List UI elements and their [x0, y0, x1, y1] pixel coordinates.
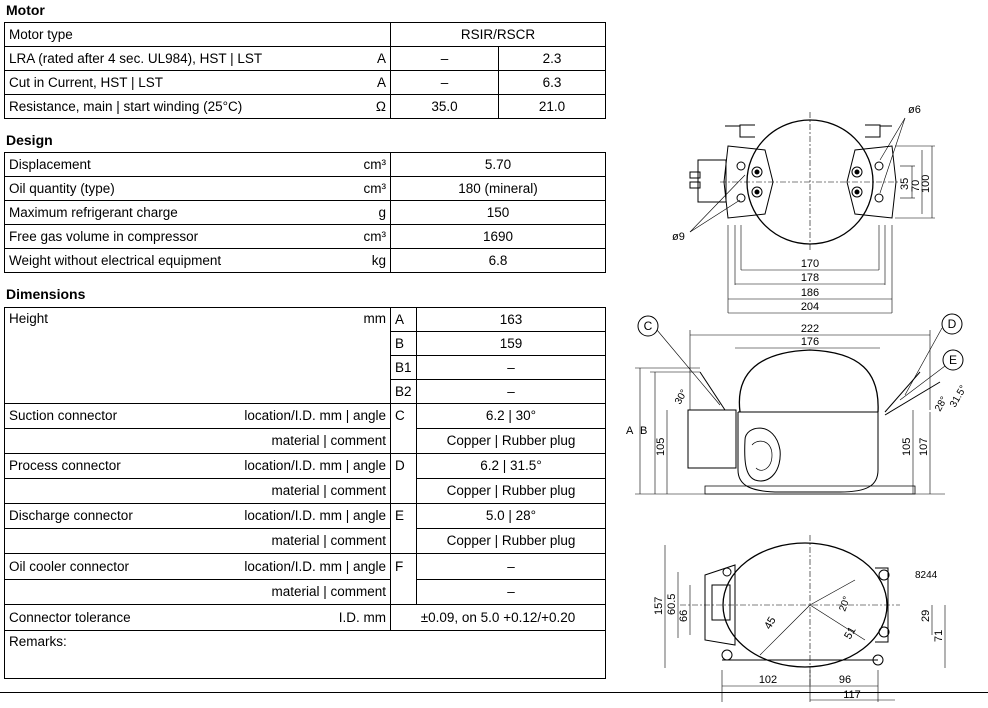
value-cell: Copper | Rubber plug — [417, 529, 606, 554]
code-cell: B — [391, 332, 417, 356]
angle-label: 31.5° — [948, 383, 970, 410]
value-cell: – — [391, 47, 499, 71]
design-heading: Design — [6, 132, 53, 148]
dim-label: 105 — [901, 437, 913, 456]
connector-sub-label: material | comment — [5, 529, 391, 554]
value-cell: – — [417, 380, 606, 404]
motor-type-value: RSIR/RSCR — [391, 23, 606, 47]
value-cell: Copper | Rubber plug — [417, 429, 606, 454]
value-cell: – — [391, 71, 499, 95]
motor-type-label: Motor type — [5, 23, 391, 47]
value-cell: 5.0 | 28° — [417, 504, 606, 529]
angle-label: 20° — [837, 595, 853, 614]
dim-label: 66 — [678, 609, 690, 622]
page-bottom-rule — [0, 692, 988, 693]
motor-heading: Motor — [6, 2, 45, 18]
value-cell: 1690 — [391, 225, 606, 249]
dim-label: 157 — [653, 596, 665, 615]
row-label: LRA (rated after 4 sec. UL984), HST | LST A — [5, 47, 391, 71]
angle-label: 51 — [842, 624, 859, 642]
value-cell: 6.2 | 30° — [417, 404, 606, 429]
remarks-cell: Remarks: — [5, 631, 606, 679]
value-cell: 21.0 — [499, 95, 606, 119]
angle-label: 28° — [933, 394, 951, 414]
base-view-labels — [653, 570, 945, 701]
dim-label: 107 — [918, 437, 930, 456]
row-label: Maximum refrigerant charge g — [5, 201, 391, 225]
dim-label: 96 — [838, 674, 852, 686]
dim-label: 222 — [800, 323, 820, 335]
value-cell: 159 — [417, 332, 606, 356]
dim-label: 71 — [933, 629, 945, 642]
angle-label: 30° — [673, 387, 691, 407]
row-label: Cut in Current, HST | LST A — [5, 71, 391, 95]
code-cell: A — [391, 308, 417, 332]
value-cell: 6.8 — [391, 249, 606, 273]
dim-label: B — [640, 425, 648, 437]
dim-label: 105 — [655, 437, 667, 456]
connector-label: Process connector location/I.D. mm | angle — [5, 454, 391, 479]
value-cell: 35.0 — [391, 95, 499, 119]
callout-e: E — [948, 353, 958, 367]
drawing-code: 8244 — [915, 570, 938, 581]
dim-label: 102 — [758, 674, 778, 686]
value-cell: 2.3 — [499, 47, 606, 71]
base-view-drawing — [665, 535, 945, 702]
connector-label: Oil cooler connector location/I.D. mm | angle — [5, 554, 391, 580]
dim-label: 70 — [910, 179, 922, 192]
row-label: Resistance, main | start winding (25°C) Ω — [5, 95, 391, 119]
code-cell: C — [391, 404, 417, 429]
dim-label: 170 — [800, 258, 820, 270]
height-label-cell: Height mm — [5, 308, 391, 404]
value-cell: 6.3 — [499, 71, 606, 95]
dim-label: 29 — [920, 609, 932, 622]
value-cell: – — [417, 554, 606, 580]
dim-label: 178 — [800, 272, 820, 284]
code-cell: E — [391, 504, 417, 529]
code-cell: D — [391, 454, 417, 479]
dim-label: 204 — [800, 301, 820, 313]
connector-sub-label: material | comment — [5, 429, 391, 454]
connector-sub-label: material | comment — [5, 479, 391, 504]
connector-label: Discharge connector location/I.D. mm | angle — [5, 504, 391, 529]
dim-label: 176 — [800, 336, 820, 348]
code-cell: B2 — [391, 380, 417, 404]
dim-label: 60.5 — [666, 593, 678, 615]
connector-sub-label: material | comment — [5, 580, 391, 605]
row-label: Weight without electrical equipment kg — [5, 249, 391, 273]
value-cell: 6.2 | 31.5° — [417, 454, 606, 479]
value-cell: 5.70 — [391, 153, 606, 177]
dim-label: 35 — [899, 177, 911, 190]
row-label: Oil quantity (type) cm³ — [5, 177, 391, 201]
code-cell: B1 — [391, 356, 417, 380]
value-cell: 150 — [391, 201, 606, 225]
value-cell: – — [417, 356, 606, 380]
value-cell: 163 — [417, 308, 606, 332]
row-label: Displacement cm³ — [5, 153, 391, 177]
dimensions-heading: Dimensions — [6, 286, 86, 302]
connector-label: Suction connector location/I.D. mm | angle — [5, 404, 391, 429]
tolerance-label: Connector tolerance I.D. mm — [5, 605, 391, 631]
value-cell: Copper | Rubber plug — [417, 479, 606, 504]
value-cell: 180 (mineral) — [391, 177, 606, 201]
code-cell: F — [391, 554, 417, 580]
dim-label: 117 — [843, 689, 861, 701]
dim-foot-label: ø9 — [672, 231, 685, 243]
tolerance-value: ±0.09, on 5.0 +0.12/+0.20 — [391, 605, 606, 631]
callout-c: C — [643, 319, 653, 333]
dim-label: 100 — [920, 174, 932, 193]
angle-label: 45 — [762, 614, 779, 632]
side-view-drawing — [635, 314, 963, 494]
dim-label: A — [626, 425, 634, 437]
dim-hole-label: ø6 — [908, 104, 921, 116]
row-label: Free gas volume in compressor cm³ — [5, 225, 391, 249]
value-cell: – — [417, 580, 606, 605]
callout-d: D — [947, 317, 957, 331]
dim-label: 186 — [800, 287, 820, 299]
